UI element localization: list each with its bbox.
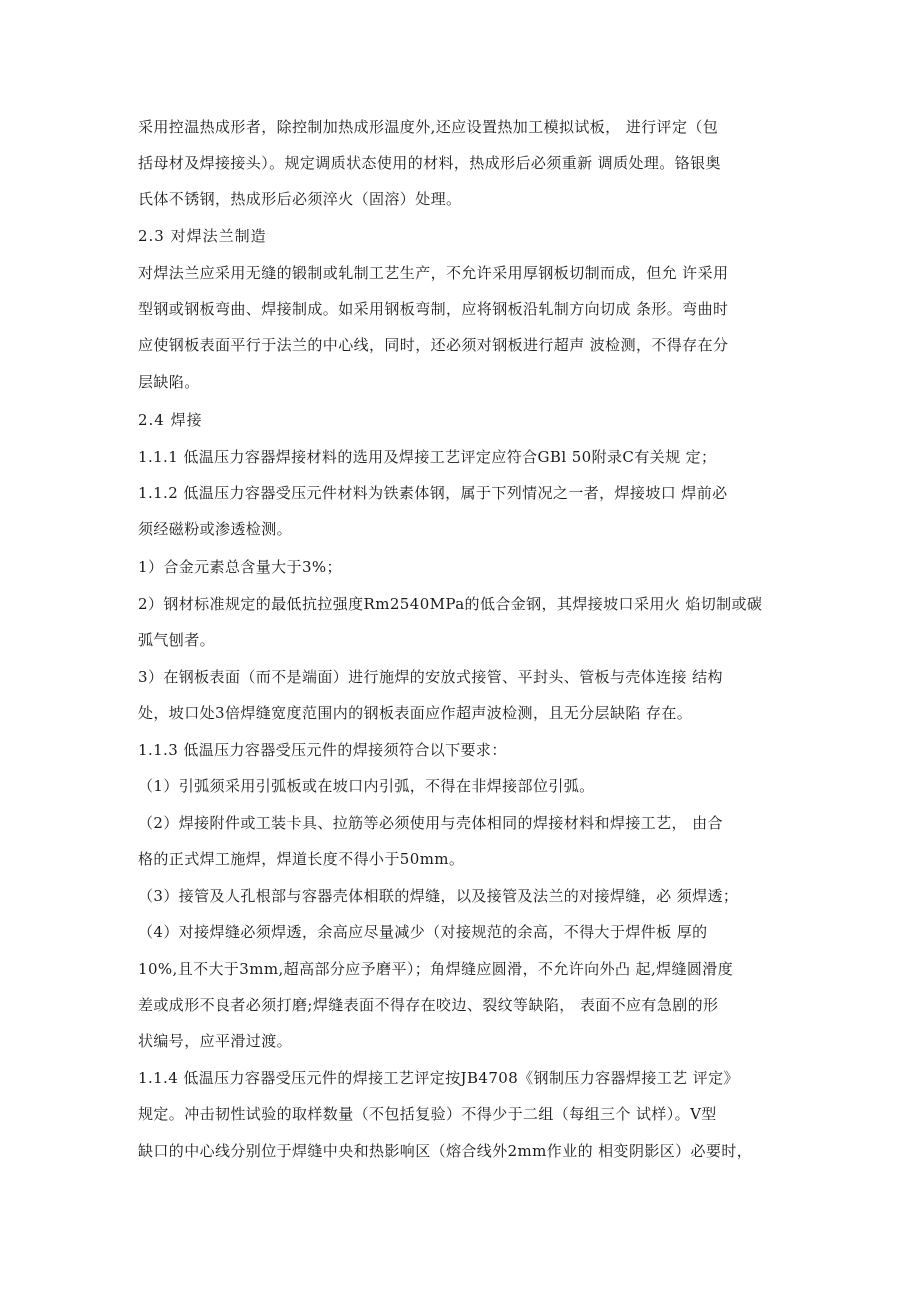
body-line: 型钢或钢板弯曲、焊接制成。如采用钢板弯制，应将钢板沿轧制方向切成 条形。弯曲时 [138, 300, 729, 318]
body-line: 层缺陷。 [138, 373, 200, 391]
body-line: 处，坡口处3倍焊缝宽度范围内的钢板表面应作超声波检测，且无分层缺陷 存在。 [138, 704, 693, 722]
body-line: 1.1.2 低温压力容器受压元件材料为铁素体钢，属于下列情况之一者，焊接坡口 焊前必 [138, 484, 728, 502]
body-line: 采用控温热成形者，除控制加热成形温度外,还应设置热加工模拟试板， 进行评定（包 [138, 118, 719, 136]
body-line: 1.1.1 低温压力容器焊接材料的选用及焊接工艺评定应符合GBl 50附录C有关规 定； [138, 448, 717, 466]
body-line: 缺口的中心线分别位于焊缝中央和热影响区（熔合线外2mm作业的 相变阴影区）必要时， [138, 1142, 753, 1160]
list-item: 3）在钢板表面（而不是端面）进行施焊的安放式接管、平封头、管板与壳体连接 结构 [138, 668, 723, 686]
list-item: （4）对接焊缝必须焊透，余高应尽量减少（对接规范的余高，不得大于焊件板 厚的 [138, 923, 708, 941]
body-line: 须经磁粉或渗透检测。 [138, 520, 293, 538]
body-line: 应使钢板表面平行于法兰的中心线，同时，还必须对钢板进行超声 波检测，不得存在分 [138, 336, 729, 354]
body-line: 格的正式焊工施焊，焊道长度不得小于50mm。 [138, 850, 465, 868]
list-item: （3）接管及人孔根部与容器壳体相联的焊缝，以及接管及法兰的对接焊缝，必 须焊透； [138, 887, 739, 905]
body-line: 氏体不锈钢，热成形后必须淬火（固溶）处理。 [138, 190, 462, 208]
body-line: 规定。冲击韧性试验的取样数量（不包括复验）不得少于二组（每组三个 试样）。V型 [138, 1105, 717, 1123]
body-line: 弧气刨者。 [138, 631, 216, 649]
list-item: （1）引弧须采用引弧板或在坡口内引弧，不得在非焊接部位引弧。 [138, 777, 595, 795]
body-line: 差或成形不良者必须打磨;焊缝表面不得存在咬边、裂纹等缺陷， 表面不应有急剧的形 [138, 996, 719, 1014]
body-line: 10%,且不大于3mm,超高部分应予磨平）；角焊缝应圆滑，不允许向外凸 起,焊缝圆滑度 [138, 960, 734, 978]
list-item: 2）钢材标准规定的最低抗拉强度Rm2540MPa的低合金钢，其焊接坡口采用火 焰切制或碳 [138, 595, 763, 613]
list-item: （2）焊接附件或工装卡具、拉筋等必须使用与壳体相同的焊接材料和焊接工艺， 由合 [138, 814, 723, 832]
body-line: 状编号，应平滑过渡。 [138, 1032, 293, 1050]
list-item: 1）合金元素总含量大于3%； [138, 558, 342, 576]
body-line: 括母材及焊接接头）。规定调质状态使用的材料，热成形后必须重新 调质处理。铬银奥 [138, 154, 721, 172]
body-line: 1.1.3 低温压力容器受压元件的焊接须符合以下要求： [138, 741, 507, 759]
body-line: 对焊法兰应采用无缝的锻制或轧制工艺生产，不允许采用厚钢板切制而成，但允 许采用 [138, 264, 729, 282]
section-heading: 2.4 焊接 [138, 411, 203, 429]
section-heading: 2.3 对焊法兰制造 [138, 227, 267, 245]
body-line: 1.1.4 低温压力容器受压元件的焊接工艺评定按JB4708《钢制压力容器焊接工艺 评定》 [138, 1069, 739, 1087]
